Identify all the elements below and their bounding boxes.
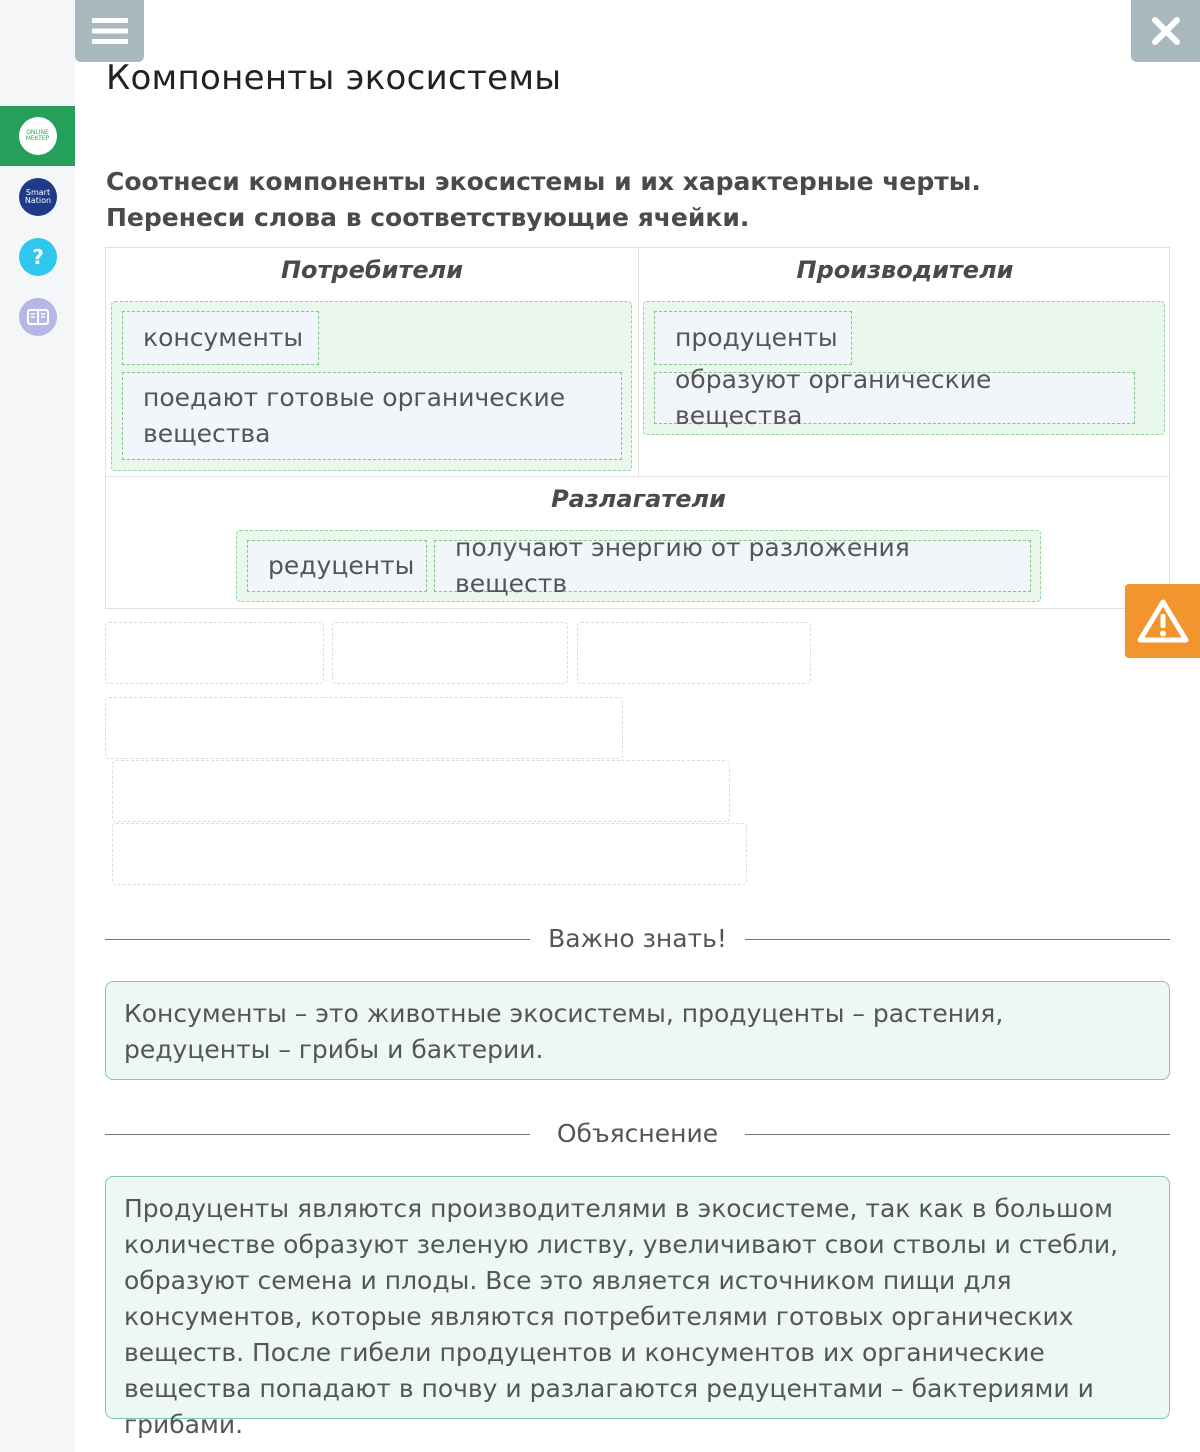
explanation-divider [105,1114,1170,1154]
divider-line [745,939,1170,940]
explanation-note: Продуценты являются производителями в экосистеме, так как в большом количестве образуют зеленую листву, увеличивают свои стволы и стебли, образуют семена и плоды. Все это является источником пищи для консументов, которые являются потребителями готовых органических веществ. После гибели продуцентов и консументов их органические вещества попадают в почву и разлагаются редуцентами – бактериями и грибами. [105,1176,1170,1419]
close-x-icon [1151,16,1181,46]
left-rail [0,0,75,1452]
answer-chip[interactable]: продуценты [654,311,852,365]
page-title: Компоненты экосистемы [106,58,562,98]
answer-chip[interactable]: образуют органические вещества [654,372,1135,424]
empty-word-slot[interactable] [577,622,811,684]
empty-word-slot[interactable] [105,697,623,759]
online-mektep-button[interactable] [0,106,75,166]
column-header-producers: Производители [796,256,1014,284]
column-header-decomposers: Разлагатели [551,485,726,513]
drop-zone-consumers[interactable] [111,301,632,471]
column-header-consumers: Потребители [280,256,464,284]
menu-button[interactable] [75,0,144,62]
close-button[interactable] [1131,0,1200,62]
warning-triangle-icon [1136,598,1190,644]
online-mektep-logo: ONLINE MEKTEP [19,117,57,155]
answer-chip[interactable]: получают энергию от разложения веществ [434,540,1031,592]
divider-line [105,939,530,940]
divider-line [105,1134,530,1135]
answer-chip[interactable]: консументы [122,311,319,365]
drop-zone-decomposers[interactable] [236,530,1041,602]
answer-chip[interactable]: редуценты [247,540,427,592]
hamburger-menu-icon [92,16,128,46]
matching-table [105,247,1170,609]
book-button[interactable] [19,298,57,336]
empty-word-slot[interactable] [332,622,568,684]
divider-line [745,1134,1170,1135]
important-divider [105,919,1170,959]
book-icon [27,309,49,325]
row-divider [106,476,1169,477]
report-problem-button[interactable] [1125,584,1200,658]
important-label: Важно знать! [548,924,727,953]
smart-nation-button[interactable]: Smart Nation [19,178,57,216]
empty-word-slot[interactable] [112,823,747,885]
drop-zone-producers[interactable] [643,301,1165,435]
task-instruction: Соотнеси компоненты экосистемы и их характерные черты. Перенеси слова в соответствующие ячейки. [106,167,981,232]
help-button[interactable]: ? [19,238,57,276]
important-note: Консументы – это животные экосистемы, продуценты – растения, редуценты – грибы и бактерии. [105,981,1170,1080]
empty-word-slot[interactable] [112,760,730,822]
answer-chip[interactable]: поедают готовые органические вещества [122,372,622,460]
empty-word-slot[interactable] [105,622,324,684]
explanation-label: Объяснение [556,1119,719,1148]
